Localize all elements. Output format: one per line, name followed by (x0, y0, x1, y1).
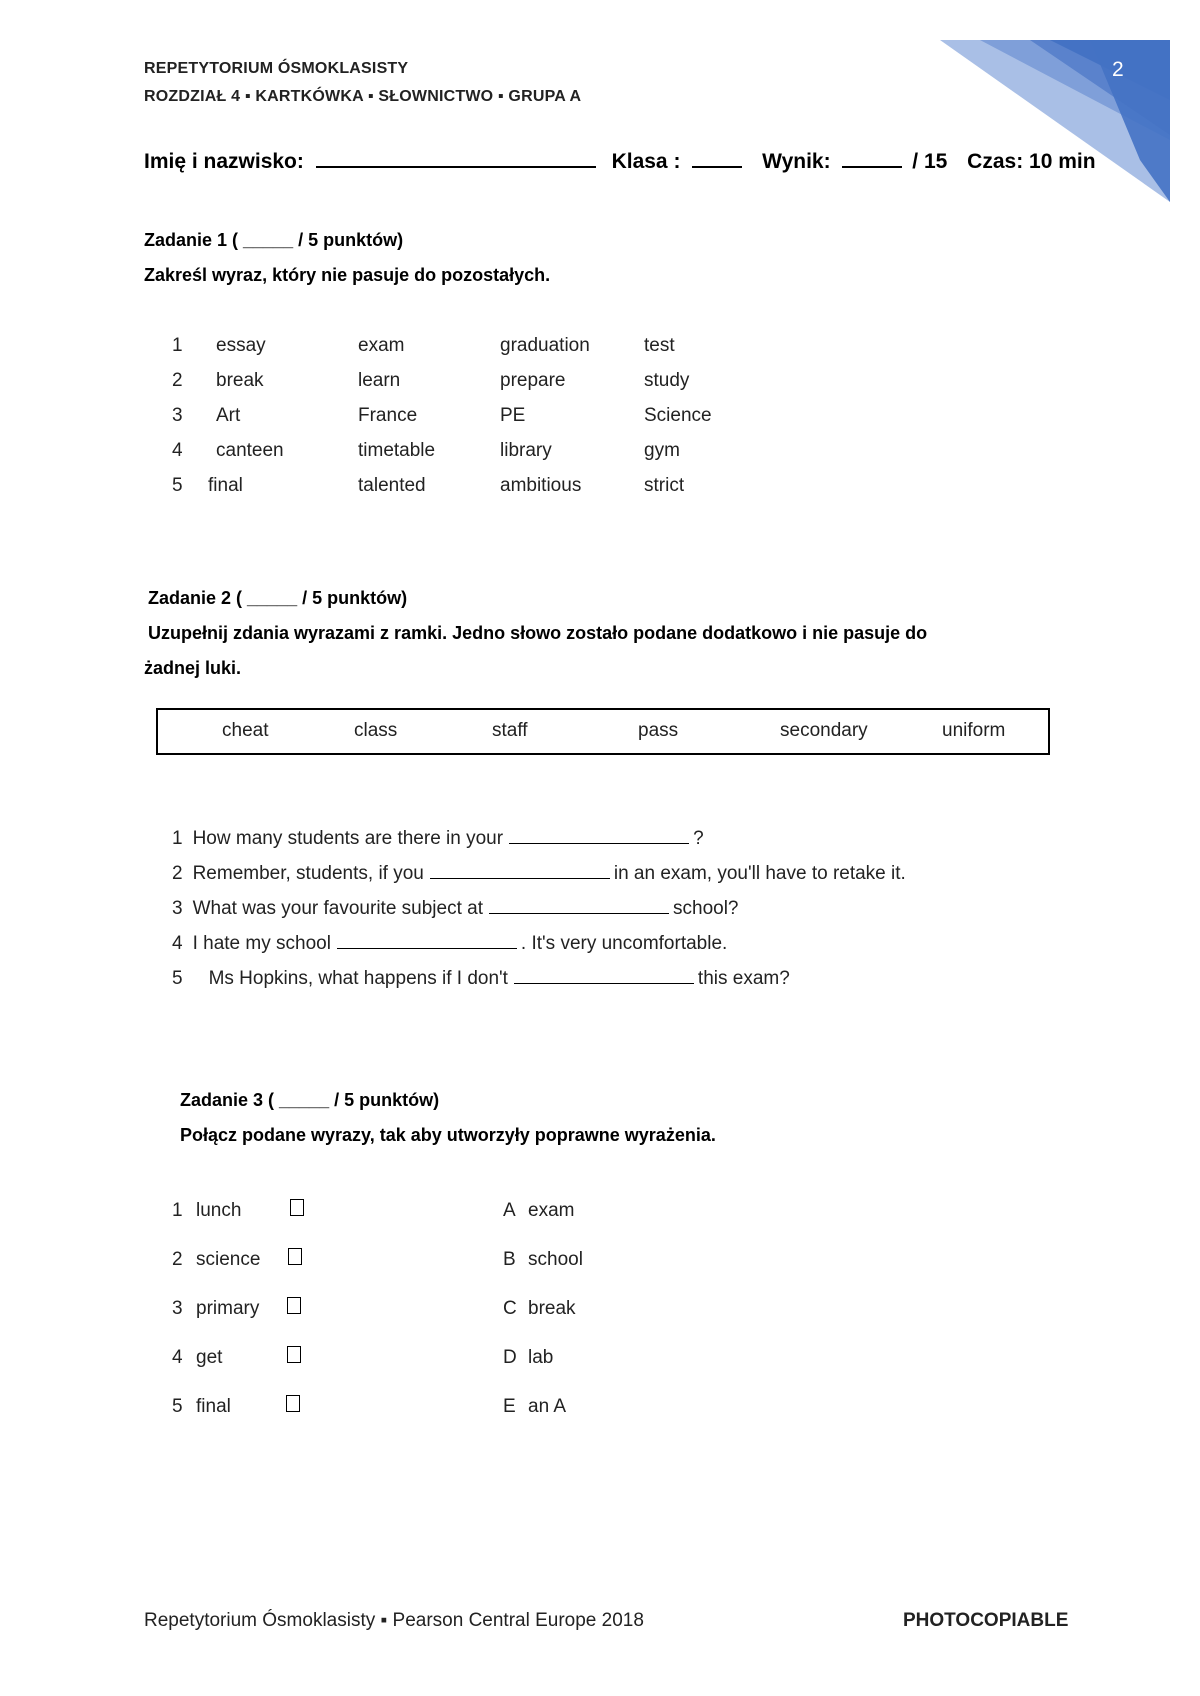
word-box-item: pass (638, 720, 679, 741)
match-left-word: get (196, 1347, 223, 1368)
sentence-text-after: ? (693, 828, 704, 849)
sentence-number: 3 (172, 898, 183, 919)
sentence-text-after: . It's very uncomfortable. (520, 933, 728, 954)
match-left-word: science (196, 1249, 261, 1270)
student-info-row (144, 146, 1096, 174)
sentence-text-after: school? (673, 898, 739, 919)
footer-copyright: Repetytorium Ósmoklasisty ▪ Pearson Central Europe 2018 (144, 1610, 644, 1631)
class-label: Klasa : (611, 150, 681, 173)
answer-gap[interactable] (430, 862, 610, 879)
sentence-number: 2 (172, 863, 183, 884)
task1-word[interactable]: strict (644, 475, 685, 496)
answer-gap[interactable] (489, 897, 669, 914)
sentence-row (172, 862, 906, 885)
sentence-row (172, 897, 739, 920)
word-box-item: cheat (222, 720, 269, 741)
task1-word[interactable]: learn (358, 370, 401, 391)
sentence-number: 1 (172, 828, 183, 849)
header-title: REPETYTORIUM ÓSMOKLASISTY (144, 60, 409, 77)
match-right-letter: E (503, 1396, 516, 1417)
task1-word[interactable]: PE (500, 405, 526, 426)
task1-word[interactable]: graduation (500, 335, 590, 356)
match-right-letter: D (503, 1347, 517, 1368)
task1-word[interactable]: Science (644, 405, 712, 426)
match-right-letter: B (503, 1249, 516, 1270)
task1-word[interactable]: test (644, 335, 675, 356)
sentence-text-after: in an exam, you'll have to retake it. (613, 863, 906, 884)
answer-gap[interactable] (514, 967, 694, 984)
sentence-text-before: What was your favourite subject at (192, 898, 483, 919)
word-box-item: staff (492, 720, 528, 741)
answer-checkbox[interactable] (287, 1297, 301, 1314)
word-box-item: uniform (942, 720, 1006, 741)
match-right-word: an A (528, 1396, 567, 1417)
match-left-word: final (196, 1396, 231, 1417)
sentence-text-before: How many students are there in your (192, 828, 504, 849)
task1-row-number: 2 (172, 370, 183, 391)
word-box-item: secondary (780, 720, 868, 741)
answer-gap[interactable] (337, 932, 517, 949)
task1-word[interactable]: exam (358, 335, 405, 356)
page-number: 2 (1112, 58, 1124, 81)
answer-gap[interactable] (509, 827, 689, 844)
word-box (156, 708, 1050, 755)
match-right-letter: C (503, 1298, 517, 1319)
task1-row-number: 4 (172, 440, 183, 461)
task1-row-number: 3 (172, 405, 183, 426)
header-subtitle: ROZDZIAŁ 4 ▪ KARTKÓWKA ▪ SŁOWNICTWO ▪ GRUPA A (144, 88, 582, 105)
task2-instruction: Uzupełnij zdania wyrazami z ramki. Jedno słowo zostało podane dodatkowo i nie pasuje do (148, 623, 928, 643)
sentence-row (172, 932, 727, 955)
task1-word[interactable]: timetable (358, 440, 436, 461)
answer-checkbox[interactable] (290, 1199, 304, 1216)
match-left-number: 2 (172, 1249, 183, 1270)
sentence-row (172, 967, 790, 990)
time-label: Czas: 10 min (967, 150, 1096, 173)
task2-title: Zadanie 2 ( _____ / 5 punktów) (148, 588, 408, 608)
footer-photocopiable: PHOTOCOPIABLE (903, 1610, 1069, 1631)
sentence-text-after: this exam? (697, 968, 790, 989)
sentence-number: 4 (172, 933, 183, 954)
match-left-number: 5 (172, 1396, 183, 1417)
match-right-word: exam (528, 1200, 575, 1221)
match-left-word: primary (196, 1298, 260, 1319)
match-left-number: 1 (172, 1200, 183, 1221)
match-right-word: break (528, 1298, 576, 1319)
task1-word[interactable]: break (216, 370, 264, 391)
sentence-text-before: Ms Hopkins, what happens if I don't (208, 968, 508, 989)
answer-checkbox[interactable] (287, 1346, 301, 1363)
task1-word[interactable]: study (644, 370, 690, 391)
corner-decoration (940, 40, 1170, 202)
task1-instruction: Zakreśl wyraz, który nie pasuje do pozostałych. (144, 265, 551, 285)
task3-title: Zadanie 3 ( _____ / 5 punktów) (180, 1090, 440, 1110)
task3-instruction: Połącz podane wyrazy, tak aby utworzyły poprawne wyrażenia. (180, 1125, 716, 1145)
task1-word[interactable]: canteen (216, 440, 284, 461)
match-left-number: 3 (172, 1298, 183, 1319)
sentence-number: 5 (172, 968, 183, 989)
answer-checkbox[interactable] (288, 1248, 302, 1265)
match-right-word: lab (528, 1347, 554, 1368)
task1-word[interactable]: library (500, 440, 552, 461)
sentence-row (172, 827, 704, 850)
task1-word[interactable]: ambitious (500, 475, 582, 496)
task1-row-number: 5 (172, 475, 183, 496)
score-label: Wynik: (762, 150, 831, 173)
class-blank[interactable] (692, 146, 742, 168)
score-total: / 15 (912, 150, 948, 173)
answer-checkbox[interactable] (286, 1395, 300, 1412)
sentence-text-before: I hate my school (192, 933, 331, 954)
task2-instruction-cont: żadnej luki. (144, 658, 242, 678)
score-blank[interactable] (842, 146, 902, 168)
task1-word[interactable]: gym (644, 440, 680, 461)
task1-word[interactable]: Art (216, 405, 241, 426)
sentence-text-before: Remember, students, if you (192, 863, 424, 884)
name-blank[interactable] (316, 146, 596, 168)
task1-word[interactable]: prepare (500, 370, 566, 391)
task1-word[interactable]: final (208, 475, 243, 496)
match-right-word: school (528, 1249, 583, 1270)
task1-word[interactable]: France (358, 405, 418, 426)
match-left-number: 4 (172, 1347, 183, 1368)
word-box-item: class (354, 720, 398, 741)
name-label: Imię i nazwisko: (144, 150, 304, 173)
task1-word[interactable]: essay (216, 335, 266, 356)
task1-title: Zadanie 1 ( _____ / 5 punktów) (144, 230, 404, 250)
match-right-letter: A (503, 1200, 516, 1221)
match-left-word: lunch (196, 1200, 242, 1221)
task1-row-number: 1 (172, 335, 183, 356)
task1-word[interactable]: talented (358, 475, 426, 496)
